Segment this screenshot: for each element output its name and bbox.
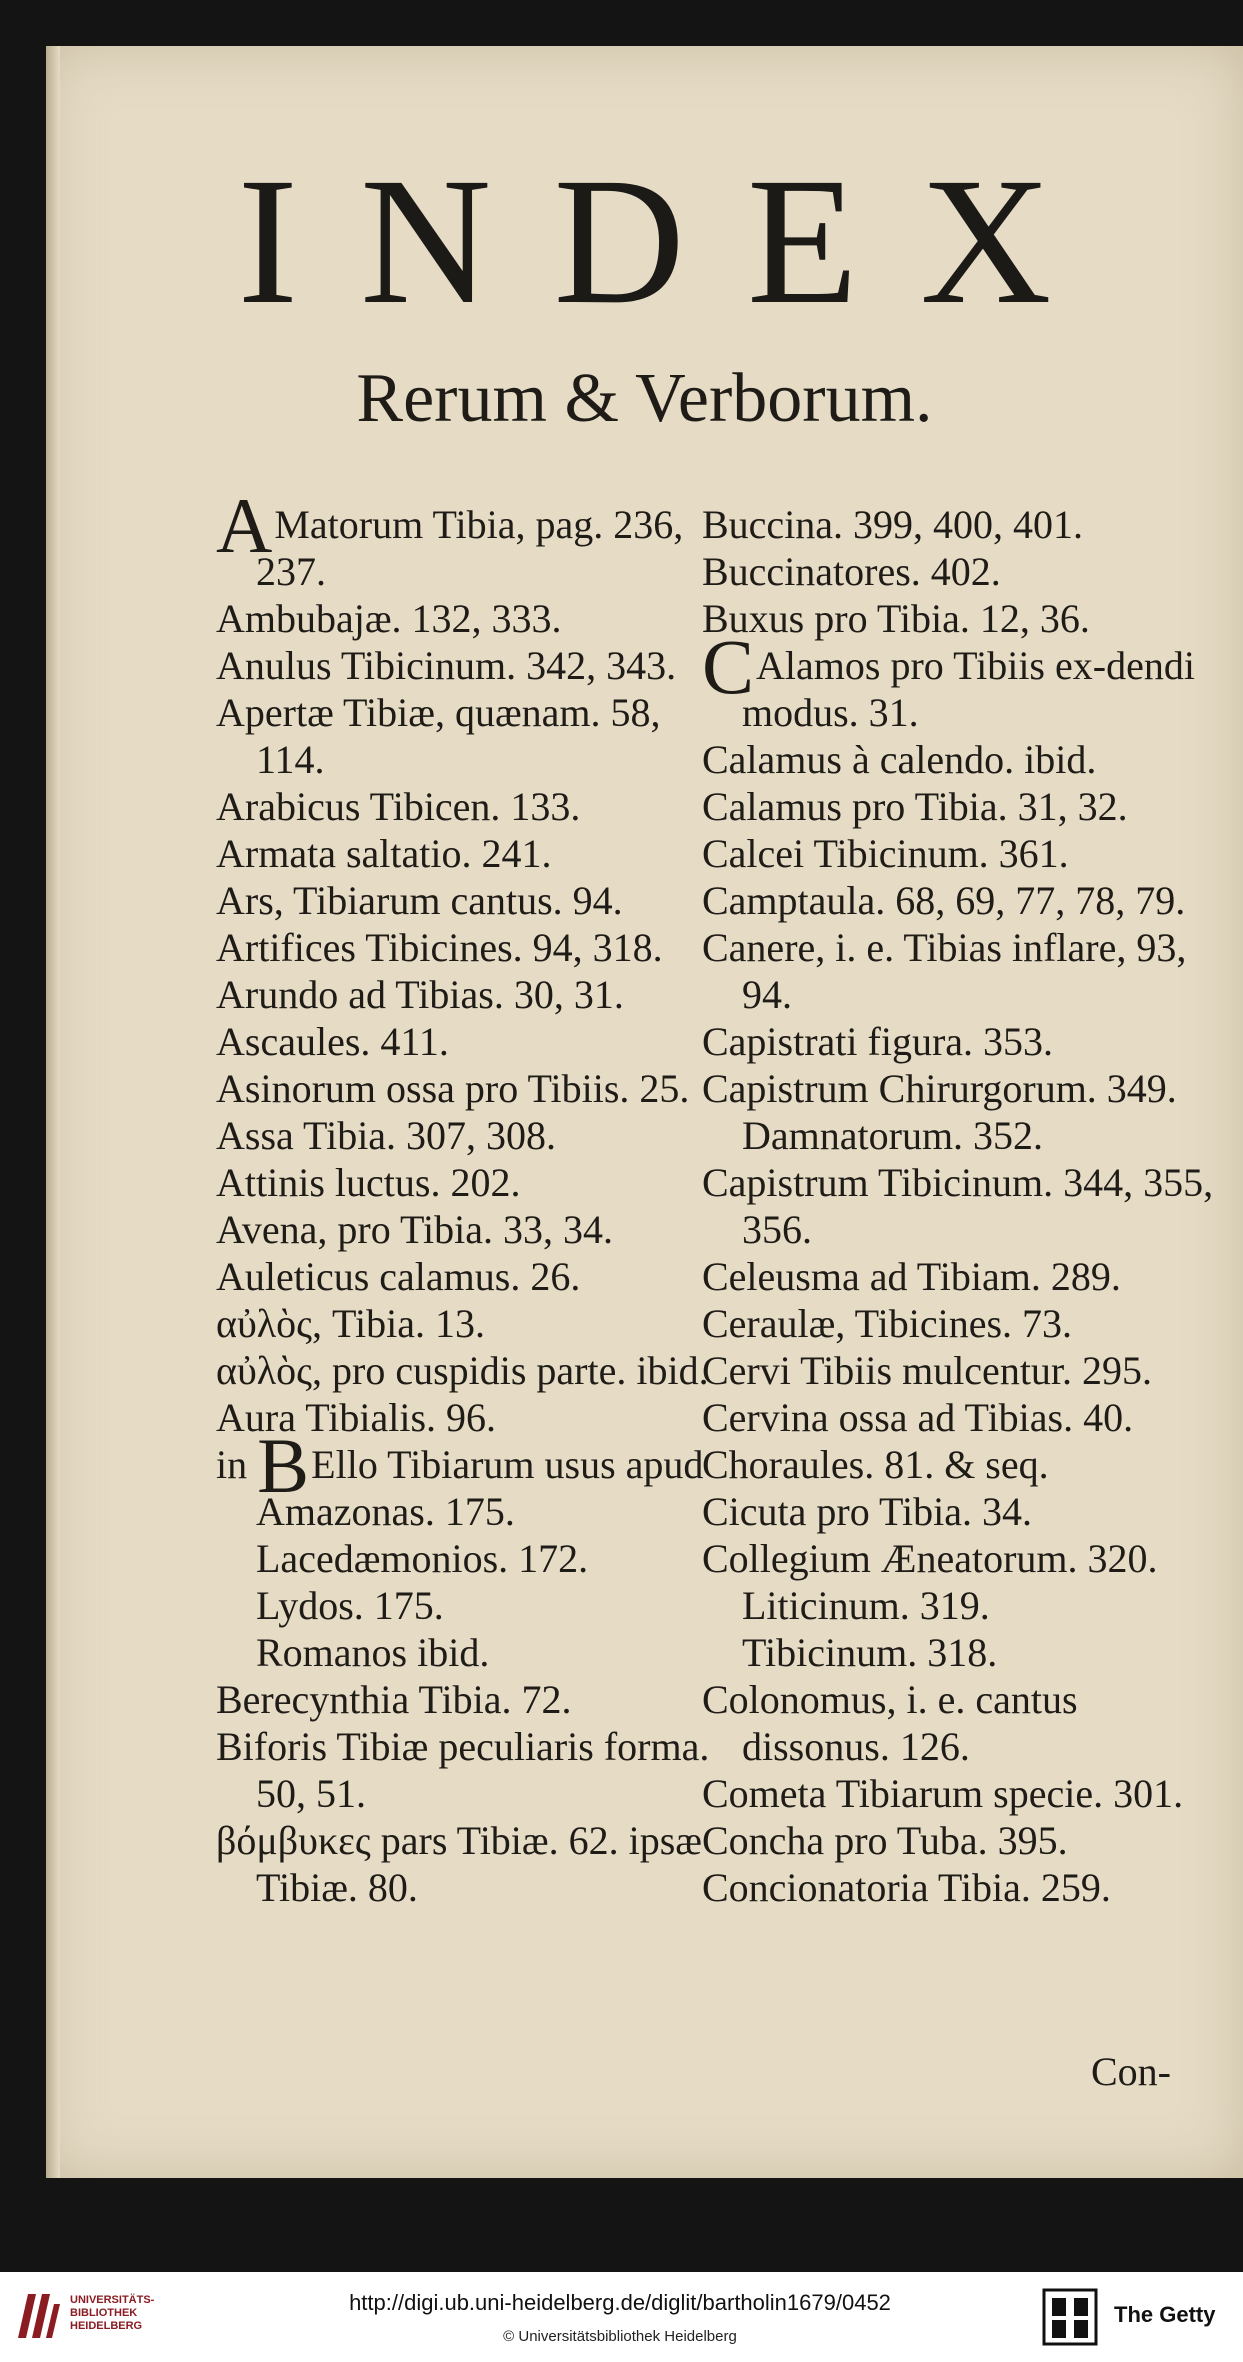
entry-text: Arundo ad Tibias. 30, 31. [216, 972, 624, 1017]
index-entry [216, 1253, 734, 1300]
index-entry [702, 1441, 1222, 1488]
index-entry [702, 1300, 1222, 1347]
entry-text: Buxus pro Tibia. 12, 36. [702, 596, 1090, 641]
index-entry [702, 1535, 1222, 1582]
entry-text: Asinorum ossa pro Tibiis. 25. [216, 1066, 690, 1111]
index-entry [216, 1817, 734, 1911]
entry-text: Auleticus calamus. 26. [216, 1254, 581, 1299]
index-entry [216, 595, 734, 642]
entry-text: Lydos. 175. [256, 1583, 444, 1628]
entry-text: Matorum Tibia, pag. 236, 237. [256, 502, 684, 594]
entry-prefix: in [216, 1442, 258, 1487]
index-entry [702, 924, 1222, 1018]
entry-text: Capistrum Tibicinum. 344, 355, 356. [702, 1160, 1214, 1252]
index-entry [216, 1676, 734, 1723]
index-entry [216, 1018, 734, 1065]
entry-text: βόμβυκες pars Tibiæ. 62. ipsæ Tibiæ. 80. [216, 1818, 702, 1910]
footer-bar [0, 2272, 1243, 2362]
index-entry [702, 1253, 1222, 1300]
index-entry [702, 1488, 1222, 1535]
entry-text: Cervina ossa ad Tibias. 40. [702, 1395, 1134, 1440]
index-entry [216, 1629, 734, 1676]
index-entry [702, 1065, 1222, 1112]
index-entry [216, 877, 734, 924]
index-entry [216, 1535, 734, 1582]
entry-text: Armata saltatio. 241. [216, 831, 552, 876]
index-entry [702, 830, 1222, 877]
entry-text: Capistrum Chirurgorum. 349. [702, 1066, 1177, 1111]
entry-text: Concha pro Tuba. 395. [702, 1818, 1068, 1863]
index-entry [216, 830, 734, 877]
catchword: Con- [1091, 2049, 1171, 2094]
index-entry [702, 1817, 1222, 1864]
entry-text: Ascaules. 411. [216, 1019, 449, 1064]
entry-text: Calamus à calendo. ibid. [702, 737, 1097, 782]
index-entry [702, 1629, 1222, 1676]
index-entry [216, 642, 734, 689]
entry-text: Canere, i. e. Tibias inflare, 93, 94. [702, 925, 1187, 1017]
entry-text: αὐλὸς, pro cuspidis parte. ibid. [216, 1348, 709, 1393]
entry-text: Ambubajæ. 132, 333. [216, 596, 562, 641]
index-entry [216, 1300, 734, 1347]
index-title: INDEX [237, 141, 1114, 342]
entry-text: Colonomus, i. e. cantus dissonus. 126. [702, 1677, 1078, 1769]
entry-text: Aura Tibialis. 96. [216, 1395, 497, 1440]
entry-text: Tibicinum. 318. [742, 1630, 998, 1675]
entry-text: Liticinum. 319. [742, 1583, 990, 1628]
index-entry [702, 501, 1222, 548]
index-entry [216, 1422, 734, 1509]
entry-text: Attinis luctus. 202. [216, 1160, 521, 1205]
entry-text: Damnatorum. 352. [742, 1113, 1044, 1158]
getty-logo-icon [1042, 2288, 1098, 2346]
book-page [46, 46, 1243, 2178]
entry-text: Celeusma ad Tibiam. 289. [702, 1254, 1121, 1299]
entry-text: Amazonas. 175. [256, 1489, 515, 1534]
entry-text: Assa Tibia. 307, 308. [216, 1113, 557, 1158]
index-entry [216, 783, 734, 830]
index-entry [702, 1112, 1222, 1159]
heidelberg-library-logo-icon [14, 2288, 62, 2344]
index-entry [216, 924, 734, 971]
index-column-right [702, 501, 1222, 1911]
drop-cap-letter: A [216, 482, 273, 569]
entry-text: Calcei Tibicinum. 361. [702, 831, 1069, 876]
entry-text: Ello Tibiarum usus apud [311, 1442, 704, 1487]
entry-text: Camptaula. 68, 69, 77, 78, 79. [702, 878, 1186, 923]
entry-text: Buccina. 399, 400, 401. [702, 502, 1084, 547]
drop-cap-letter: C [702, 623, 755, 710]
index-entry [702, 1770, 1222, 1817]
entry-text: Lacedæmonios. 172. [256, 1536, 589, 1581]
entry-text: Cicuta pro Tibia. 34. [702, 1489, 1033, 1534]
entry-text: Choraules. 81. & seq. [702, 1442, 1049, 1487]
entry-text: Biforis Tibiæ peculiaris forma. 50, 51. [216, 1724, 710, 1816]
entry-text: Cometa Tibiarum specie. 301. [702, 1771, 1184, 1816]
entry-text: Concionatoria Tibia. 259. [702, 1865, 1111, 1910]
entry-text: Artifices Tibicines. 94, 318. [216, 925, 663, 970]
index-entry [216, 689, 734, 783]
entry-text: Ars, Tibiarum cantus. 94. [216, 878, 623, 923]
index-entry [216, 971, 734, 1018]
entry-text: Apertæ Tibiæ, quænam. 58, 114. [216, 690, 661, 782]
index-entry [216, 1582, 734, 1629]
entry-text: Calamus pro Tibia. 31, 32. [702, 784, 1128, 829]
page-permalink[interactable]: http://digi.ub.uni-heidelberg.de/diglit/bartholin1679/0452 [349, 2290, 891, 2315]
index-entry [702, 736, 1222, 783]
index-entry [702, 1582, 1222, 1629]
library-name: UNIVERSITÄTS- BIBLIOTHEK HEIDELBERG [70, 2294, 155, 2332]
index-entry [702, 877, 1222, 924]
index-entry [702, 1864, 1222, 1911]
index-entry [216, 482, 734, 595]
entry-text: αὐλὸς, Tibia. 13. [216, 1301, 486, 1346]
index-column-left [216, 482, 734, 1911]
entry-text: Berecynthia Tibia. 72. [216, 1677, 572, 1722]
entry-text: Romanos ibid. [256, 1630, 490, 1675]
entry-text: Collegium Æneatorum. 320. [702, 1536, 1158, 1581]
index-entry [216, 1206, 734, 1253]
index-entry [702, 783, 1222, 830]
index-entry [702, 1676, 1222, 1770]
entry-text: Anulus Tibicinum. 342, 343. [216, 643, 677, 688]
copyright-notice: © Universitätsbibliothek Heidelberg [503, 2328, 737, 2345]
index-entry [702, 548, 1222, 595]
index-entry [216, 1159, 734, 1206]
index-entry [216, 1065, 734, 1112]
index-entry [702, 1394, 1222, 1441]
index-subtitle: Rerum & Verborum. [356, 360, 933, 437]
entry-text: Avena, pro Tibia. 33, 34. [216, 1207, 614, 1252]
index-entry [702, 1018, 1222, 1065]
index-entry [702, 623, 1222, 736]
entry-text: Arabicus Tibicen. 133. [216, 784, 581, 829]
getty-partner-label: The Getty [1114, 2302, 1216, 2327]
index-entry [702, 1159, 1222, 1253]
entry-text: Cervi Tibiis mulcentur. 295. [702, 1348, 1153, 1393]
index-entry [216, 1347, 734, 1394]
index-entry [216, 1723, 734, 1817]
index-entry [702, 1347, 1222, 1394]
index-entry [216, 1112, 734, 1159]
index-entry [702, 595, 1222, 642]
entry-text: Alamos pro Tibiis ex-dendi modus. 31. [742, 643, 1195, 735]
entry-text: Capistrati figura. 353. [702, 1019, 1054, 1064]
drop-cap-letter: B [257, 1422, 310, 1509]
index-entry [216, 1488, 734, 1535]
entry-text: Ceraulæ, Tibicines. 73. [702, 1301, 1073, 1346]
entry-text: Buccinatores. 402. [702, 549, 1001, 594]
